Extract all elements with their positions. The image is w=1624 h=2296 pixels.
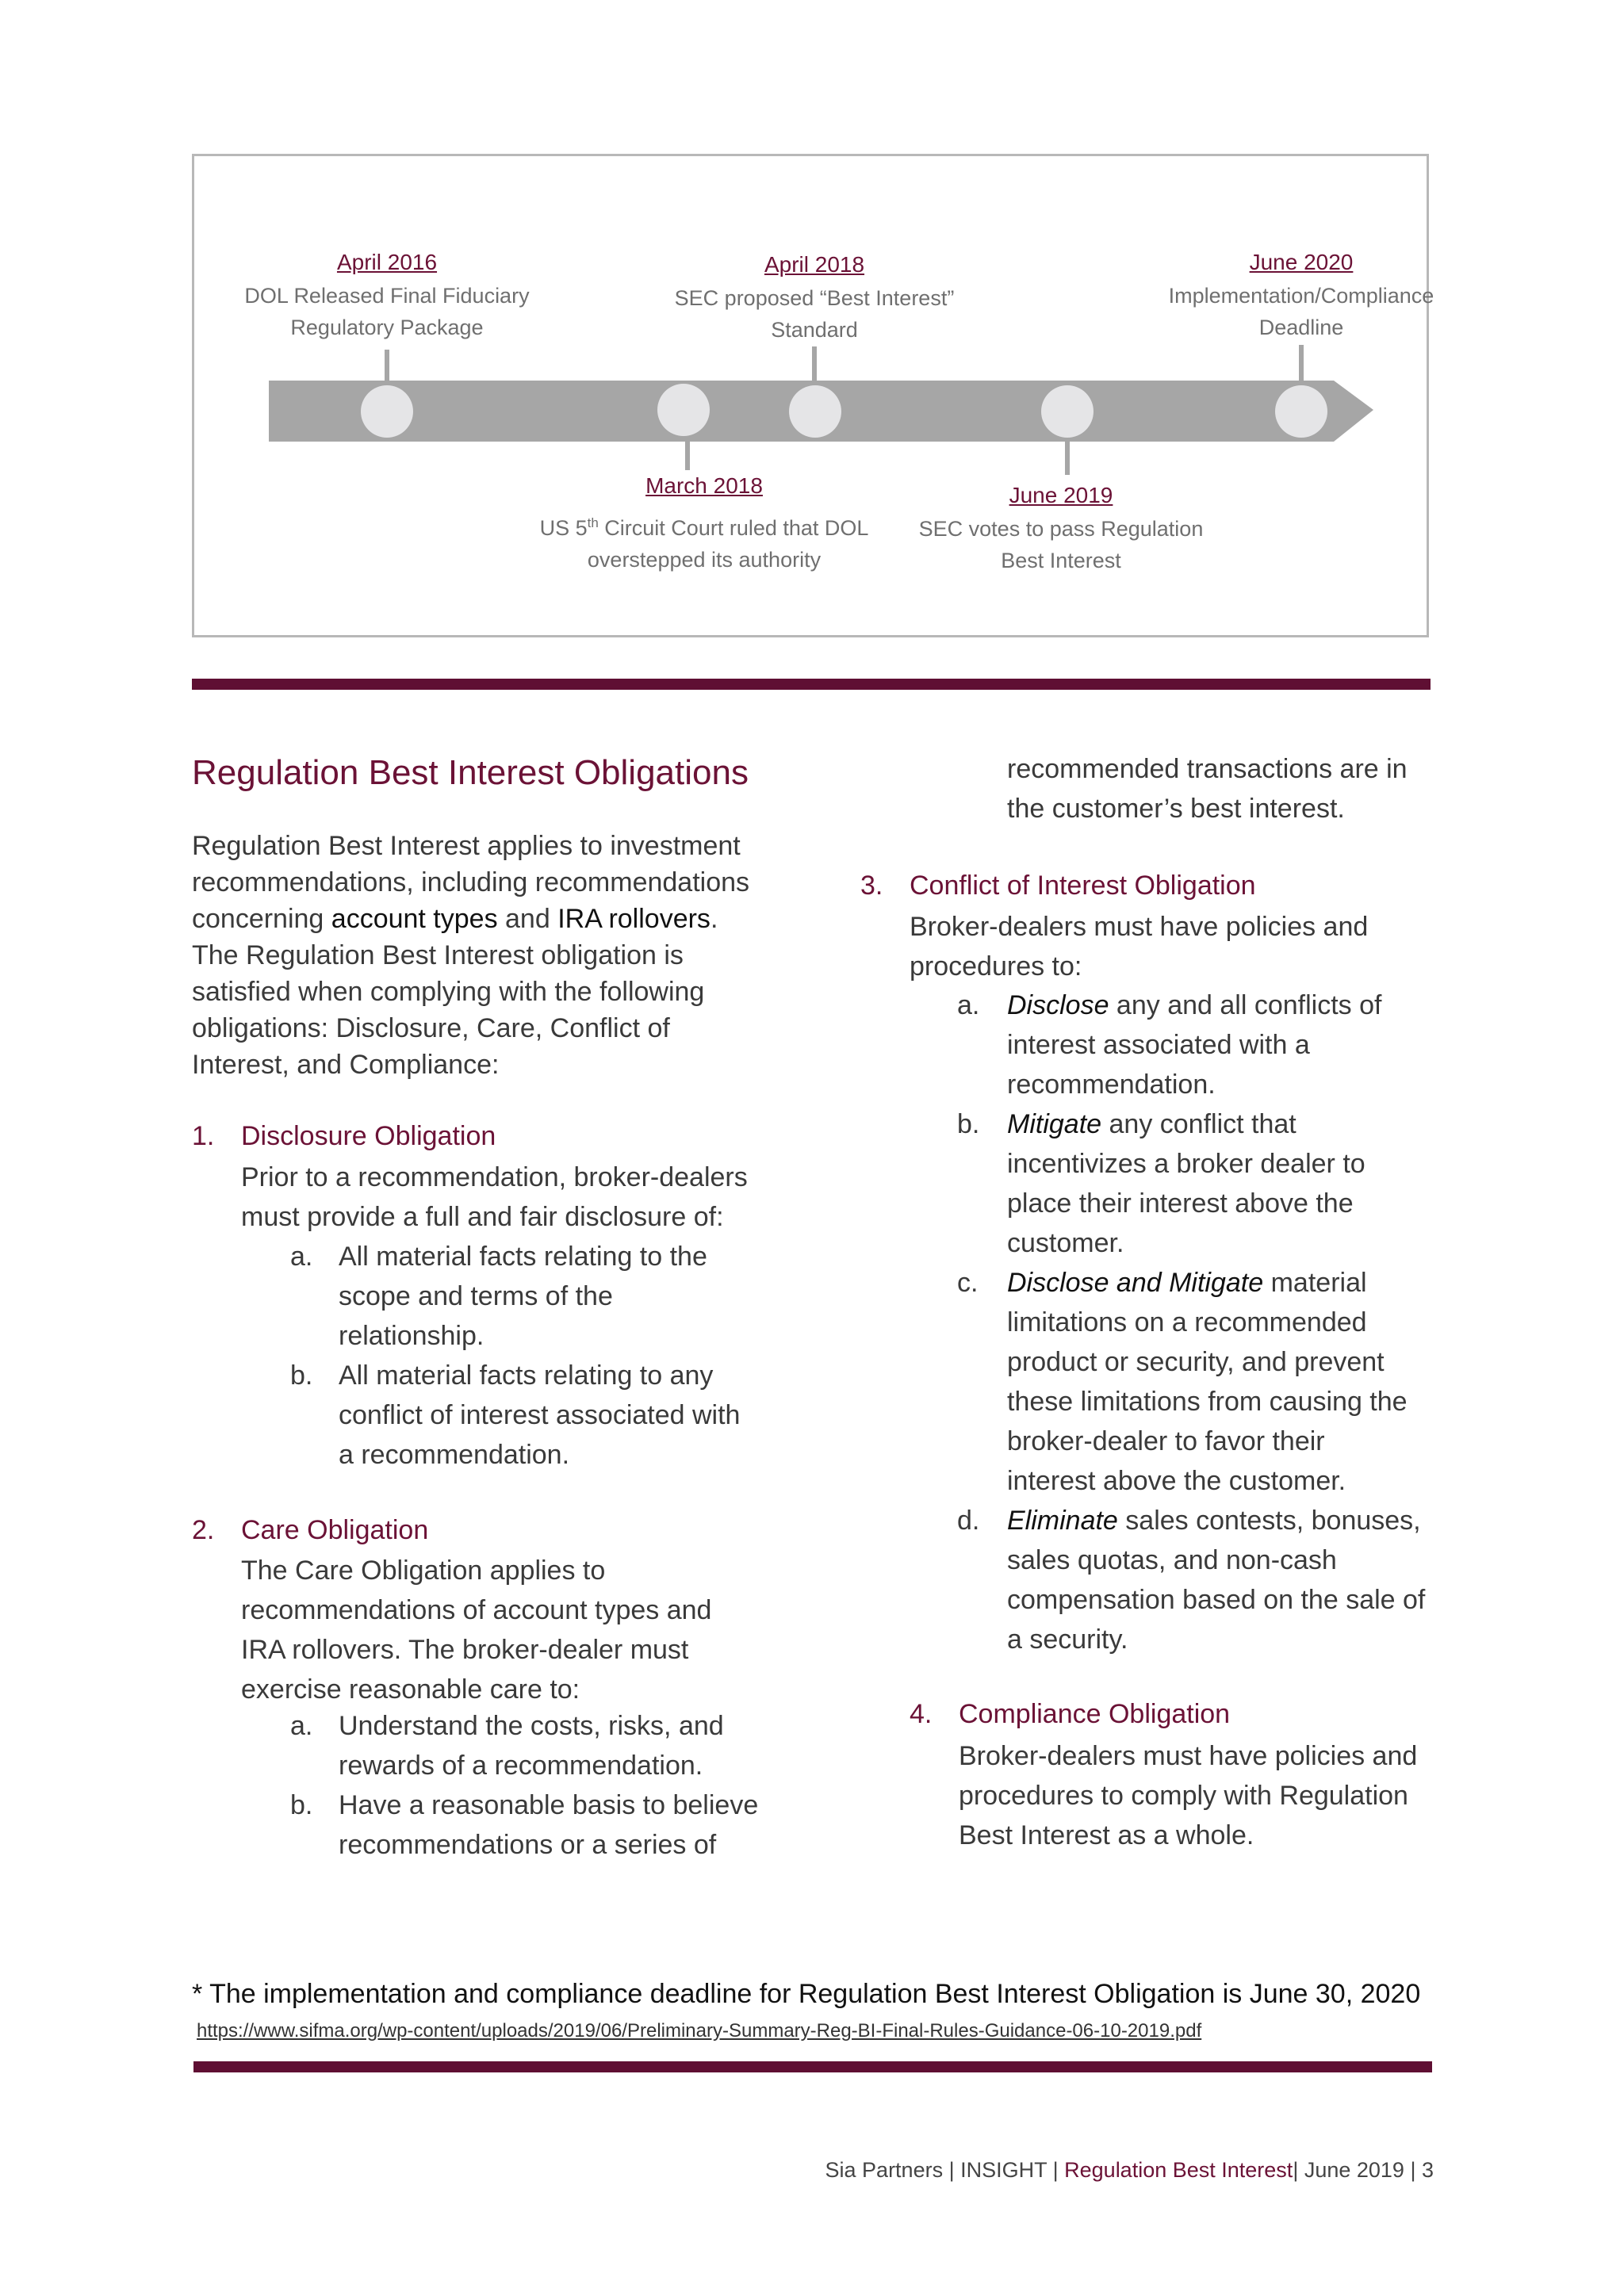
section-number: 1. <box>192 1121 215 1151</box>
event-description: SEC votes to pass Regulation Best Interest <box>918 517 1204 572</box>
timeline-tick <box>1065 438 1070 475</box>
section-title: Disclosure Obligation <box>241 1121 496 1151</box>
event-description: US 5th Circuit Court ruled that DOL overstepped its authority <box>539 515 869 572</box>
event-description: SEC proposed “Best Interest” Standard <box>674 286 955 342</box>
event-date: April 2016 <box>336 250 438 274</box>
page-number: 3 <box>1421 2158 1434 2182</box>
event-date: April 2018 <box>764 252 865 277</box>
section-title: Conflict of Interest Obligation <box>910 871 1256 901</box>
list-item: All material facts relating to the scope and terms of the relationship. <box>339 1242 707 1351</box>
section-body: Broker-dealers must have policies and procedures to comply with Regulation Best Interest as a whole. <box>959 1741 1418 1850</box>
list-item: All material facts relating to any conflict of interest associated with a recommendation. <box>339 1360 741 1470</box>
source-link[interactable]: https://www.sifma.org/wp-content/uploads/2019/06/Preliminary-Summary-Reg-BI-Final-Rules-Guidance-06-10-2019.pdf <box>197 2020 1202 2042</box>
section-divider <box>192 679 1431 690</box>
footnote: * The implementation and compliance deadline for Regulation Best Interest Obligation is June 30, 2020 <box>192 1979 1421 2009</box>
list-item: Have a reasonable basis to believe recommendations or a series of <box>339 1790 759 1860</box>
section-body: Broker-dealers must have policies and procedures to: <box>910 912 1369 982</box>
timeline-tick <box>812 346 817 381</box>
section-body: Prior to a recommendation, broker-dealers must provide a full and fair disclosure of: <box>241 1162 748 1232</box>
timeline-marker <box>361 385 413 438</box>
intro-paragraph: Regulation Best Interest applies to investment recommendations, including recommendations concerning account types and IRA rollovers. The Regulation Best Interest obligation is satisfied when complying with the following obligations: Disclosure, Care, Conflict of Interest, and Compliance: <box>192 831 750 1080</box>
list-letter: a. <box>957 990 980 1020</box>
list-item-continued: recommended transactions are in the customer’s best interest. <box>1007 754 1408 824</box>
list-letter: a. <box>290 1711 313 1741</box>
list-letter: a. <box>290 1242 313 1272</box>
timeline-marker <box>789 385 841 438</box>
section-title: Care Obligation <box>241 1515 429 1545</box>
footer-divider <box>193 2061 1432 2072</box>
timeline-tick <box>1299 345 1304 381</box>
event-date: June 2019 <box>1009 483 1113 507</box>
section-number: 4. <box>910 1699 933 1729</box>
list-letter: b. <box>290 1790 313 1820</box>
list-item: Disclose any and all conflicts of interest associated with a recommendation. <box>1007 990 1382 1100</box>
section-number: 3. <box>860 871 883 901</box>
list-letter: d. <box>957 1506 980 1536</box>
list-letter: b. <box>290 1360 313 1391</box>
event-date: March 2018 <box>645 473 763 498</box>
timeline-marker <box>1041 385 1094 438</box>
timeline-marker <box>657 384 710 436</box>
page-heading: Regulation Best Interest Obligations <box>192 753 749 792</box>
timeline-marker <box>1275 385 1327 438</box>
list-item: Disclose and Mitigate material limitations on a recommended product or security, and prevent these limitations from causing the broker-dealer to favor their interest above the customer. <box>1007 1268 1408 1496</box>
event-description: DOL Released Final Fiduciary Regulatory Package <box>244 284 530 339</box>
event-description: Implementation/Compliance Deadline <box>1168 284 1434 339</box>
list-item: Mitigate any conflict that incentivizes a broker dealer to place their interest above the customer. <box>1007 1109 1365 1258</box>
list-item: Eliminate sales contests, bonuses, sales quotas, and non-cash compensation based on the sale of a security. <box>1007 1506 1426 1655</box>
section-body: The Care Obligation applies to recommendations of account types and IRA rollovers. The broker-dealer must exercise reasonable care to: <box>241 1556 712 1705</box>
page-footer: Sia Partners | INSIGHT | Regulation Best Interest| June 2019 | 3 <box>825 2158 1434 2182</box>
section-title: Compliance Obligation <box>959 1699 1231 1729</box>
timeline-tick <box>385 350 389 381</box>
list-letter: b. <box>957 1109 980 1139</box>
list-item: Understand the costs, risks, and rewards of a recommendation. <box>339 1711 724 1781</box>
timeline-panel <box>192 154 1434 637</box>
event-date: June 2020 <box>1249 250 1354 274</box>
timeline-tick <box>685 438 690 470</box>
list-letter: c. <box>957 1268 979 1298</box>
section-number: 2. <box>192 1515 215 1545</box>
